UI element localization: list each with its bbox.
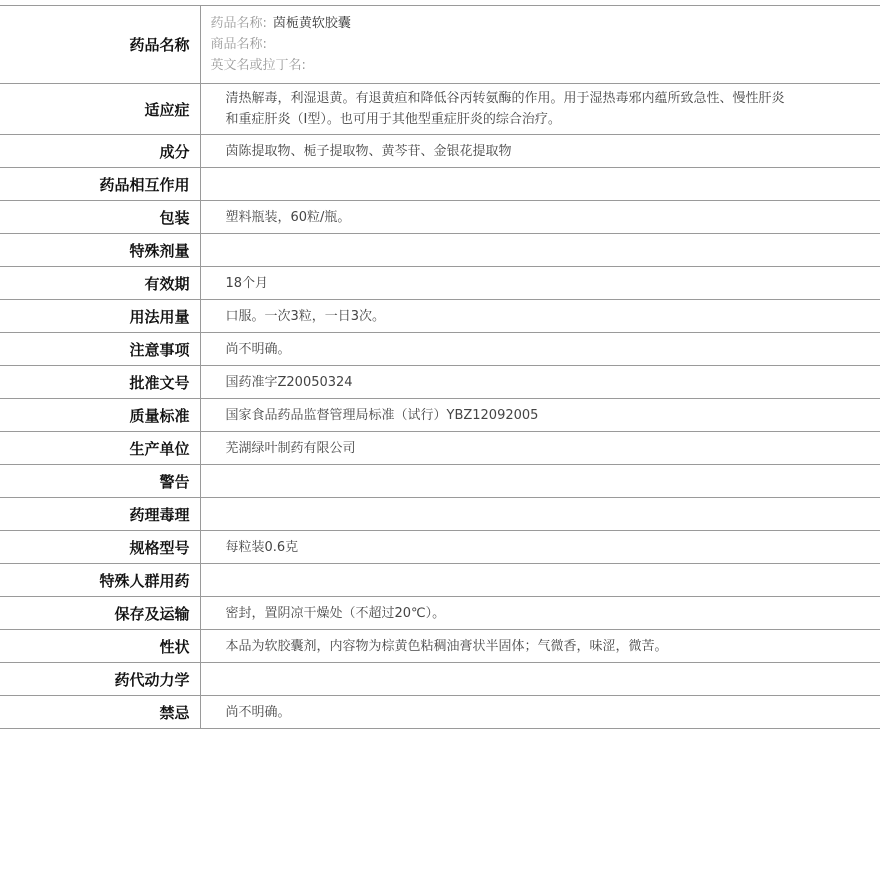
row-label: 药代动力学 <box>0 663 200 696</box>
row-value <box>200 564 880 597</box>
table-row <box>0 663 880 696</box>
row-value: 本品为软胶囊剂，内容物为棕黄色粘稠油膏状半固体；气微香，味涩，微苦。 <box>200 630 880 663</box>
row-label: 有效期 <box>0 267 200 300</box>
table-row <box>0 333 880 366</box>
row-label: 质量标准 <box>0 399 200 432</box>
row-value: 芜湖绿叶制药有限公司 <box>200 432 880 465</box>
row-label: 成分 <box>0 135 200 168</box>
row-value: 尚不明确。 <box>200 333 880 366</box>
row-value: 国药准字Z20050324 <box>200 366 880 399</box>
row-label: 适应症 <box>0 84 200 135</box>
generic-name-key: 药品名称: <box>210 16 267 31</box>
table-row <box>0 399 880 432</box>
generic-name-value: 茵栀黄软胶囊 <box>272 16 351 31</box>
row-value: 18个月 <box>200 267 880 300</box>
row-value <box>200 234 880 267</box>
row-value <box>200 168 880 201</box>
row-value: 口服。一次3粒，一日3次。 <box>200 300 880 333</box>
row-value: 尚不明确。 <box>200 696 880 729</box>
table-row <box>0 168 880 201</box>
row-value <box>200 498 880 531</box>
latin-name-key: 英文名或拉丁名: <box>210 58 306 73</box>
row-label: 药品名称 <box>0 6 200 84</box>
table-row <box>0 300 880 333</box>
row-value: 每粒装0.6克 <box>200 531 880 564</box>
row-value: 茵陈提取物、栀子提取物、黄芩苷、金银花提取物 <box>200 135 880 168</box>
table-row <box>0 696 880 729</box>
table-row <box>0 84 880 135</box>
row-label: 用法用量 <box>0 300 200 333</box>
row-label: 批准文号 <box>0 366 200 399</box>
table-row <box>0 432 880 465</box>
drug-names-cell <box>200 6 880 84</box>
row-label: 包装 <box>0 201 200 234</box>
row-label: 保存及运输 <box>0 597 200 630</box>
table-row <box>0 531 880 564</box>
drug-info-table <box>0 5 880 729</box>
row-value: 密封，置阴凉干燥处（不超过20℃）。 <box>200 597 880 630</box>
row-label: 药理毒理 <box>0 498 200 531</box>
table-row <box>0 498 880 531</box>
drug-info-table-body <box>0 6 880 729</box>
row-label: 警告 <box>0 465 200 498</box>
row-value: 国家食品药品监督管理局标准（试行）YBZ12092005 <box>200 399 880 432</box>
table-row <box>0 630 880 663</box>
row-value: 塑料瓶装，60粒/瓶。 <box>200 201 880 234</box>
row-label: 生产单位 <box>0 432 200 465</box>
table-row <box>0 135 880 168</box>
row-label: 药品相互作用 <box>0 168 200 201</box>
row-label: 规格型号 <box>0 531 200 564</box>
table-row <box>0 597 880 630</box>
row-label: 性状 <box>0 630 200 663</box>
table-row <box>0 267 880 300</box>
row-label: 特殊人群用药 <box>0 564 200 597</box>
table-row <box>0 564 880 597</box>
trade-name-line <box>211 34 791 55</box>
table-row <box>0 366 880 399</box>
row-value: 清热解毒，利湿退黄。有退黄疸和降低谷丙转氨酶的作用。用于湿热毒邪内蕴所致急性、慢性肝炎和重症肝炎（I型）。也可用于其他型重症肝炎的综合治疗。 <box>200 84 880 135</box>
trade-name-key: 商品名称: <box>210 37 267 52</box>
generic-name-line <box>211 13 791 34</box>
table-row-drug-names <box>0 6 880 84</box>
row-value <box>200 663 880 696</box>
table-row <box>0 201 880 234</box>
row-label: 注意事项 <box>0 333 200 366</box>
latin-name-line <box>211 55 791 76</box>
row-label: 特殊剂量 <box>0 234 200 267</box>
table-row <box>0 234 880 267</box>
row-value <box>200 465 880 498</box>
row-label: 禁忌 <box>0 696 200 729</box>
table-row <box>0 465 880 498</box>
